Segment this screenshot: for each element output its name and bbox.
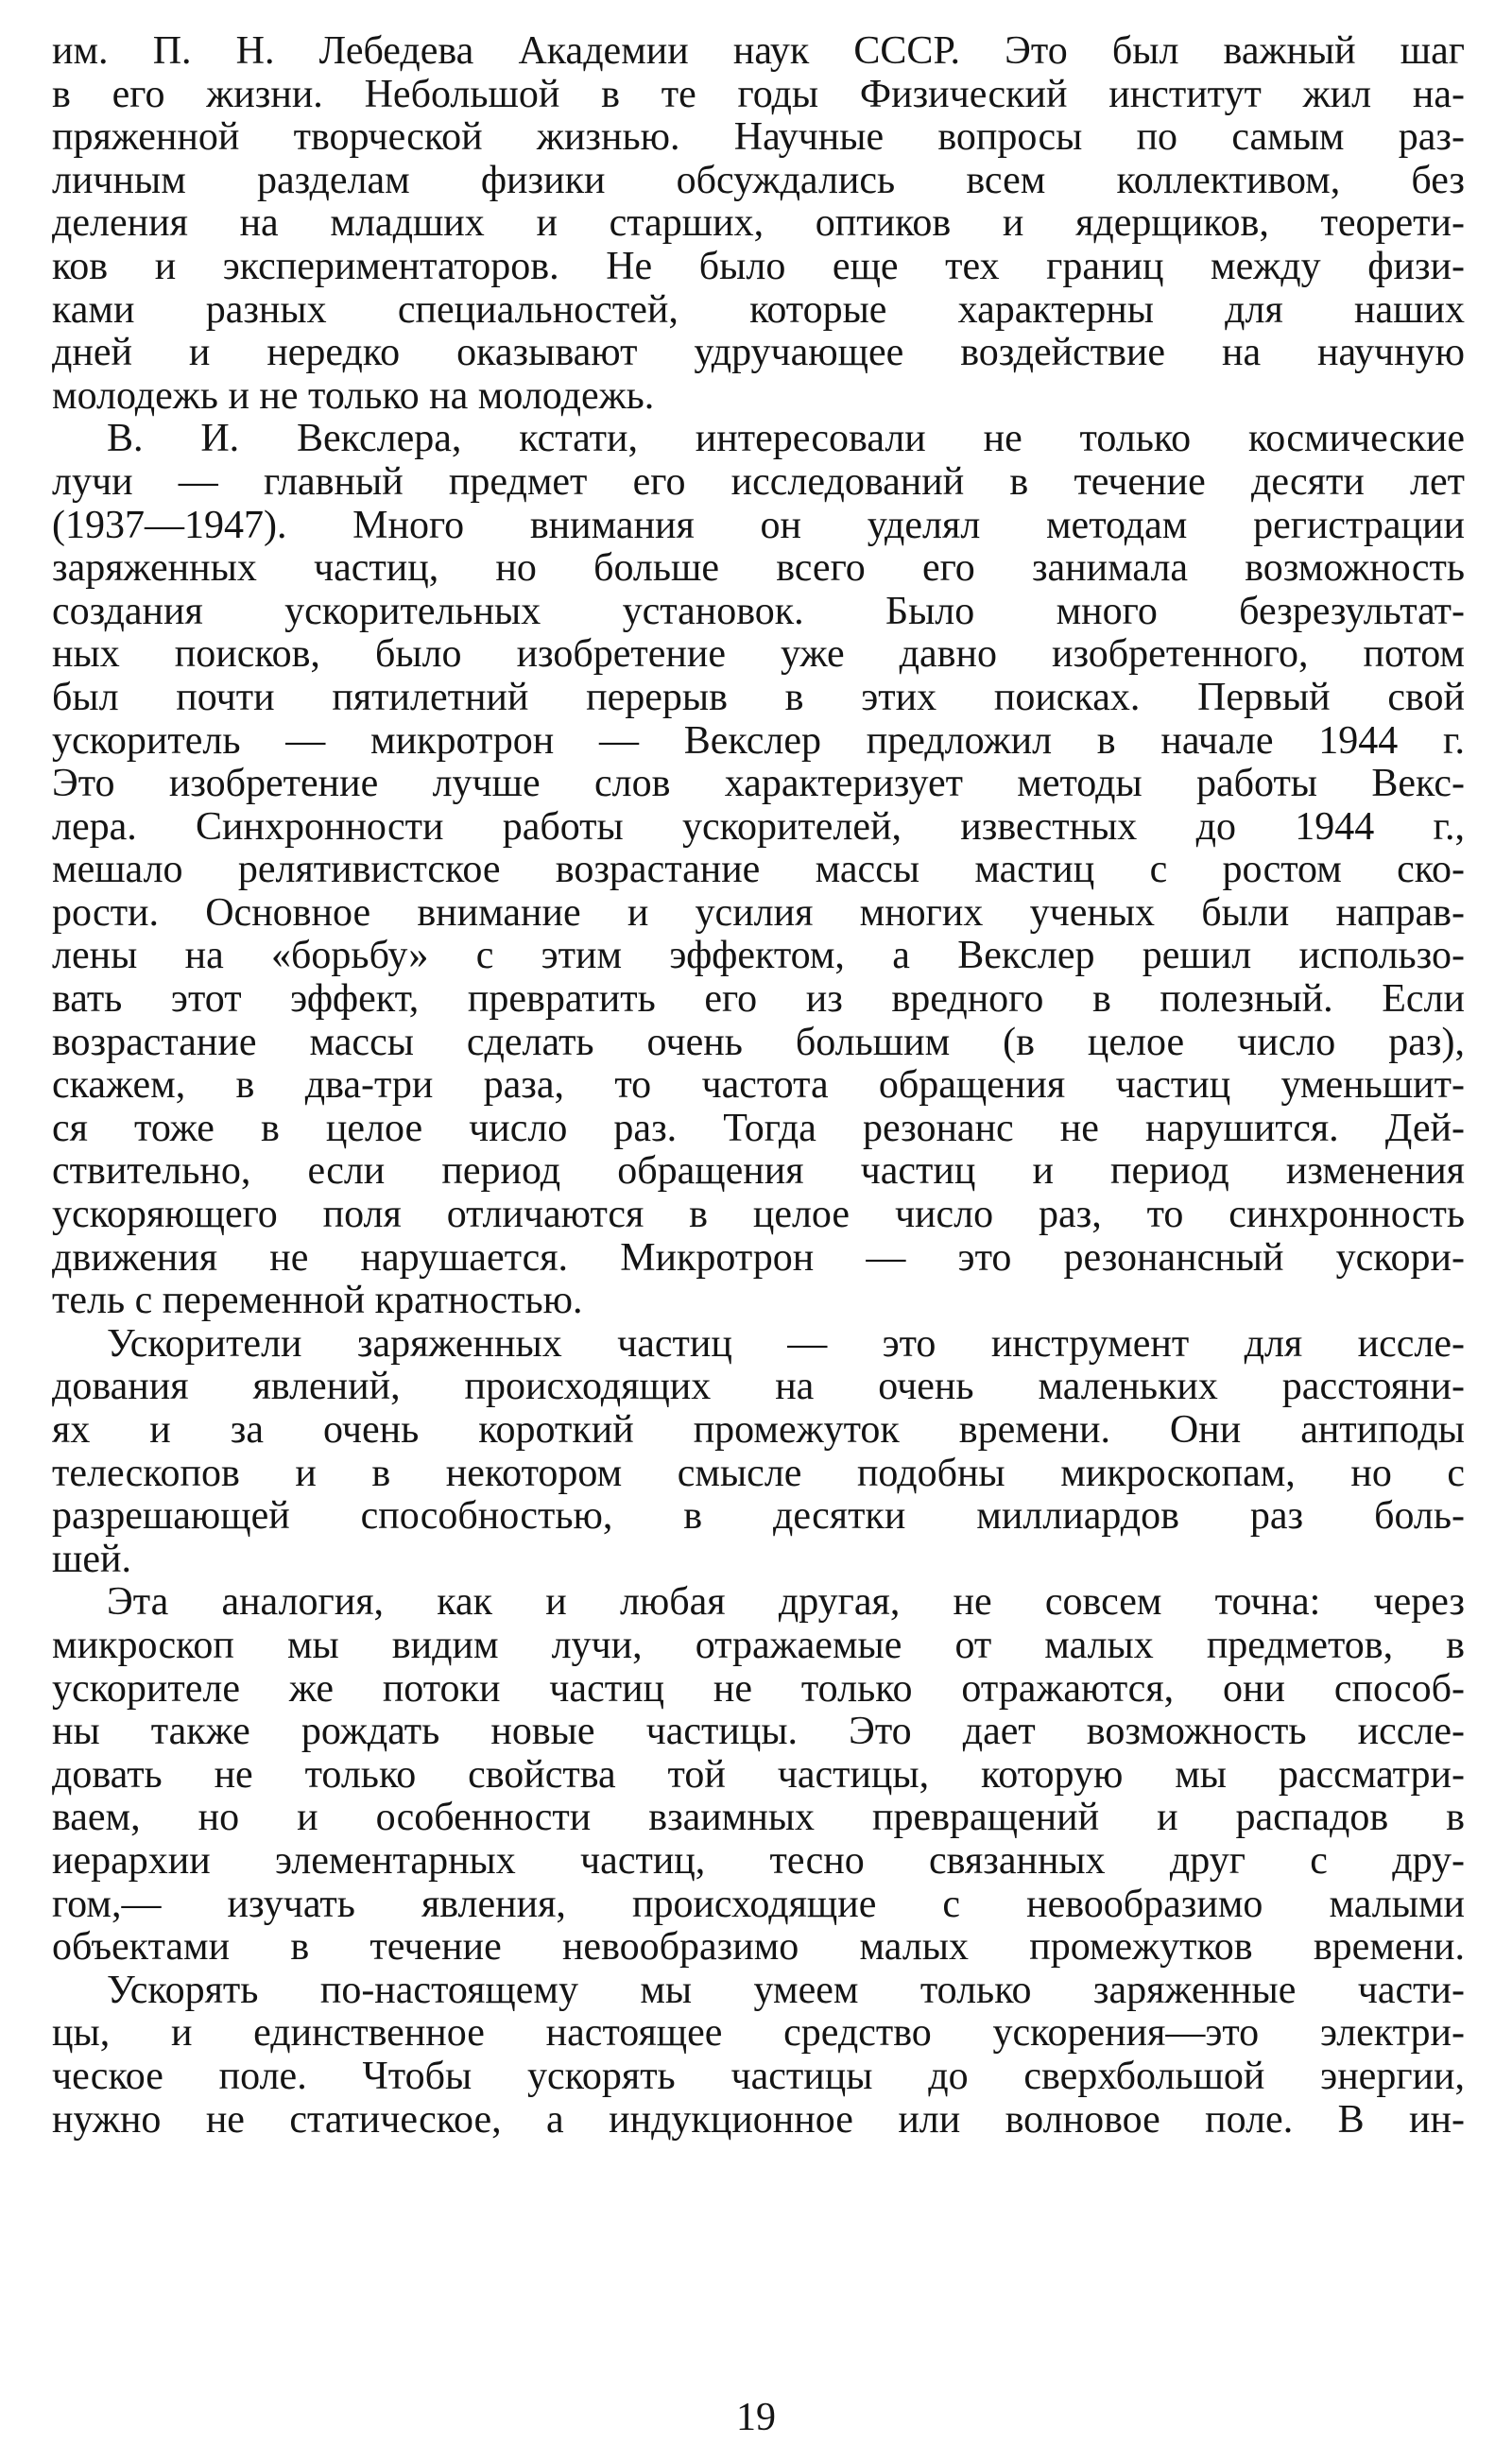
text-line: лучи — главный предмет его исследований в течение десяти лет: [52, 460, 1465, 504]
text-line: Это изобретение лучше слов характеризует методы работы Векс-: [52, 763, 1465, 806]
text-line: ных поисков, было изобретение уже давно изобретенного, потом: [52, 633, 1465, 677]
text-line: ускоряющего поля отличаются в целое число раз, то синхронность: [52, 1194, 1465, 1237]
text-line: ны также рождать новые частицы. Это дает возможность иссле-: [52, 1711, 1465, 1754]
text-line: (1937—1947). Много внимания он уделял методам регистрации: [52, 504, 1465, 547]
text-line: возрастание массы сделать очень большим (в целое число раз),: [52, 1021, 1465, 1064]
text-line: объектами в течение невообразимо малых промежутков времени.: [52, 1926, 1465, 1970]
text-line: лены на «борьбу» с этим эффектом, а Векслер решил использо-: [52, 935, 1465, 978]
text-line: В. И. Векслера, кстати, интересовали не только космические: [107, 418, 1465, 461]
text-line: цы, и единственное настоящее средство ускорения—это электри-: [52, 2012, 1465, 2056]
text-line: вать этот эффект, превратить его из вредного в полезный. Если: [52, 978, 1465, 1022]
text-line: ков и экспериментаторов. Не было еще тех границ между физи-: [52, 245, 1465, 288]
text-line: ускорителе же потоки частиц не только отражаются, они способ-: [52, 1667, 1465, 1711]
text-line: лера. Синхронности работы ускорителей, известных до 1944 г.,: [52, 805, 1465, 849]
text-line: Ускорять по-настоящему мы умеем только заряженные части-: [107, 1969, 1465, 2012]
paragraph-1: [52, 30, 1465, 418]
page-number: 19: [736, 2396, 776, 2439]
text-line: тель с переменной кратностью.: [52, 1280, 583, 1323]
text-line: рости. Основное внимание и усилия многих ученых были направ-: [52, 891, 1465, 935]
text-line: ками разных специальностей, которые характерны для наших: [52, 288, 1465, 332]
text-line: дней и нередко оказывают удручающее воздействие на научную: [52, 332, 1465, 375]
paragraph-4: [52, 1581, 1465, 1969]
text-line: в его жизни. Небольшой в те годы Физический институт жил на-: [52, 73, 1465, 116]
text-line: деления на младших и старших, оптиков и ядерщиков, теорети-: [52, 202, 1465, 246]
text-line: дования явлений, происходящих на очень маленьких расстояни-: [52, 1366, 1465, 1409]
paragraph-5: [52, 1970, 1465, 2142]
text-line: микроскоп мы видим лучи, отражаемые от малых предметов, в: [52, 1624, 1465, 1667]
paragraph-2: [52, 418, 1465, 1322]
text-line: довать не только свойства той частицы, которую мы рассматри-: [52, 1753, 1465, 1797]
text-line: ускоритель — микротрон — Векслер предложил в начале 1944 г.: [52, 719, 1465, 763]
text-line: пряженной творческой жизнью. Научные вопросы по самым раз-: [52, 116, 1465, 160]
paragraph-3: [52, 1323, 1465, 1582]
text-line: ваем, но и особенности взаимных превращений и распадов в: [52, 1797, 1465, 1840]
text-line: Ускорители заряженных частиц — это инструмент для иссле-: [107, 1322, 1465, 1366]
text-line: молодежь и не только на молодежь.: [52, 374, 655, 418]
text-line: движения не нарушается. Микротрон — это резонансный ускори-: [52, 1236, 1465, 1280]
text-line: гом,— изучать явления, происходящие с невообразимо малыми: [52, 1883, 1465, 1926]
text-line: личным разделам физики обсуждались всем коллективом, без: [52, 159, 1465, 202]
text-line: разрешающей способностью, в десятки миллиардов раз боль-: [52, 1495, 1465, 1539]
text-line: телескопов и в некотором смысле подобны микроскопам, но с: [52, 1452, 1465, 1495]
text-line: заряженных частиц, но больше всего его занимала возможность: [52, 547, 1465, 591]
text-line: Эта аналогия, как и любая другая, не совсем точна: через: [107, 1581, 1465, 1625]
text-line: ях и за очень короткий промежуток времени. Они антиподы: [52, 1409, 1465, 1452]
text-line: скажем, в два-три раза, то частота обращения частиц уменьшит-: [52, 1064, 1465, 1108]
text-line: ствительно, если период обращения частиц и период изменения: [52, 1150, 1465, 1194]
text-line: был почти пятилетний перерыв в этих поисках. Первый свой: [52, 676, 1465, 719]
text-line: мешало релятивистское возрастание массы мастиц с ростом ско-: [52, 849, 1465, 892]
text-line: иерархии элементарных частиц, тесно связанных друг с дру-: [52, 1839, 1465, 1883]
page-body: [52, 30, 1465, 2142]
text-line: им. П. Н. Лебедева Академии наук СССР. Это был важный шаг: [52, 30, 1465, 73]
text-line: нужно не статическое, а индукционное или волновое поле. В ин-: [52, 2098, 1465, 2142]
text-line: ся тоже в целое число раз. Тогда резонанс не нарушится. Дей-: [52, 1107, 1465, 1150]
text-line: создания ускорительных установок. Было много безрезультат-: [52, 590, 1465, 633]
text-line: ческое поле. Чтобы ускорять частицы до сверхбольшой энергии,: [52, 2055, 1465, 2098]
text-line: шей.: [52, 1538, 131, 1581]
